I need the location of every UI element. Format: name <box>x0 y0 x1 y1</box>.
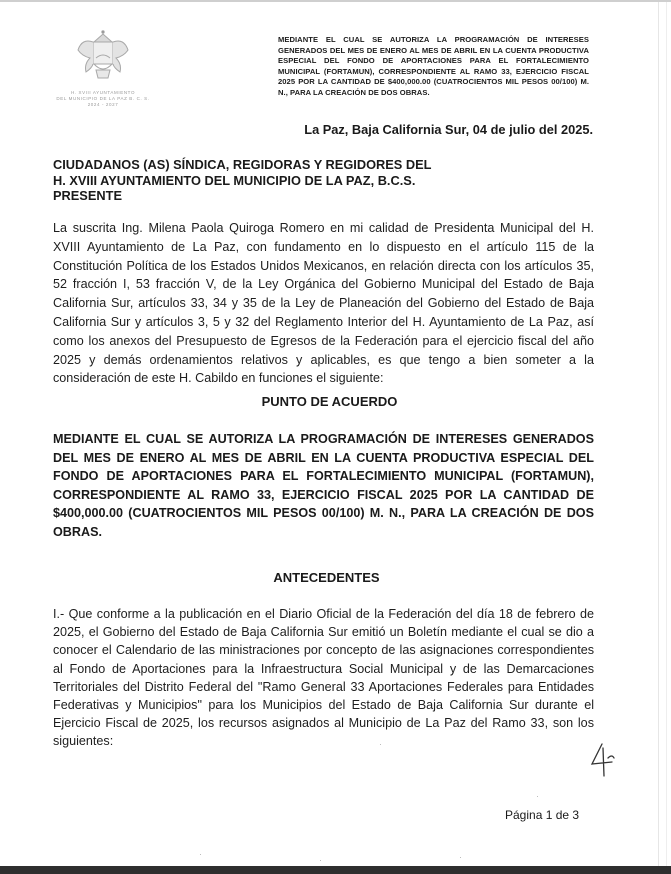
municipal-seal <box>48 28 158 108</box>
place-date: La Paz, Baja California Sur, 04 de julio del 2025. <box>304 122 593 137</box>
scan-speck <box>320 860 321 861</box>
scan-speck <box>537 796 538 797</box>
section-title-punto-de-acuerdo: PUNTO DE ACUERDO <box>261 394 398 409</box>
page-edge-line <box>666 2 667 868</box>
handwritten-initial-mark <box>588 740 616 780</box>
scan-speck <box>380 744 381 745</box>
addressee-block <box>53 157 432 204</box>
antecedent-paragraph: I.- Que conforme a la publicación en el Diario Oficial de la Federación del día 18 de febrero de 2025, el Gobierno del Estado de Baja California Sur emitió un Boletín mediante el cual se dio a conocer el Calendario de las ministraciones por concepto de las asignaciones correspondientes al Fondo de Aportaciones para la Infraestructura Social Municipal y de las Demarcaciones Territoriales del Distrito Federal del "Ramo General 33 Aportaciones Federales para Entidades Federativas y Municipios" para los Municipios del Estado de Baja California Sur durante el Ejercicio Fiscal de 2025, los recursos asignados al Municipio de La Paz del Ramo 33, son los siguientes: <box>53 607 594 749</box>
header-summary: MEDIANTE EL CUAL SE AUTORIZA LA PROGRAMACIÓN DE INTERESES GENERADOS DEL MES DE ENERO AL MES DE ABRIL EN LA CUENTA PRODUCTIVA ESPECIAL DEL FONDO DE APORTACIONES PARA EL FORTALECIMIENTO MUNICIPAL (FORTAMUN), CORRESPONDIENTE AL RAMO 33, EJERCICIO FISCAL 2025 POR LA CANTIDAD DE $400,000.00 (CUATROCIENTOS MIL PESOS 00/100) M. N., PARA LA CREACIÓN DE DOS OBRAS. <box>278 35 589 97</box>
page-number: Página 1 de 3 <box>505 808 580 822</box>
addressee-line: PRESENTE <box>53 188 122 203</box>
page-edge-line <box>658 2 659 868</box>
seal-caption-line: DEL MUNICIPIO DE LA PAZ B. C. S. <box>56 96 150 101</box>
scan-speck <box>200 854 201 855</box>
intro-paragraph: La suscrita Ing. Milena Paola Quiroga Romero en mi calidad de Presidenta Municipal del H. XVIII Ayuntamiento de La Paz, con fundamento en lo dispuesto en el artículo 115 de la Constitución Política de los Estados Unidos Mexicanos, en relación directa con los artículos 35, 52 fracción I, 53 fracción V, de la Ley Orgánica del Gobierno Municipal del Estado de Baja California Sur, artículos 33, 34 y 35 de la Ley de Planeación del Gobierno del Estado de Baja California Sur y artículos 3, 5 y 32 del Reglamento Interior del H. Ayuntamiento de La Paz, así como los anexos del Presupuesto de Egresos de la Federación para el ejercicio fiscal del año 2025 y demás ordenamientos relativos y aplicables, es que tengo a bien someter a la consideración de este H. Cabildo en funciones el siguiente: <box>53 221 594 386</box>
section-title-antecedentes: ANTECEDENTES <box>273 570 380 585</box>
bottom-border-band <box>0 866 671 874</box>
coat-of-arms-icon <box>72 28 134 88</box>
agreement-text: MEDIANTE EL CUAL SE AUTORIZA LA PROGRAMACIÓN DE INTERESES GENERADOS DEL MES DE ENERO AL MES DE ABRIL EN LA CUENTA PRODUCTIVA ESPECIAL DEL FONDO DE APORTACIONES PARA EL FORTALECIMIENTO MUNICIPAL (FORTAMUN), CORRESPONDIENTE AL RAMO 33, EJERCICIO FISCAL 2025 POR LA CANTIDAD DE $400,000.00 (CUATROCIENTOS MIL PESOS 00/100) M. N., PARA LA CREACIÓN DE DOS OBRAS. <box>53 432 594 539</box>
addressee-line: CIUDADANOS (AS) SÍNDICA, REGIDORAS Y REGIDORES DEL <box>53 157 432 172</box>
seal-caption-line: H. XVIII AYUNTAMIENTO <box>70 90 136 95</box>
seal-caption-line: 2024 - 2027 <box>87 102 119 107</box>
scan-speck <box>460 857 461 858</box>
addressee-line: H. XVIII AYUNTAMIENTO DEL MUNICIPIO DE LA PAZ, B.C.S. <box>53 172 416 188</box>
seal-caption <box>48 90 158 108</box>
